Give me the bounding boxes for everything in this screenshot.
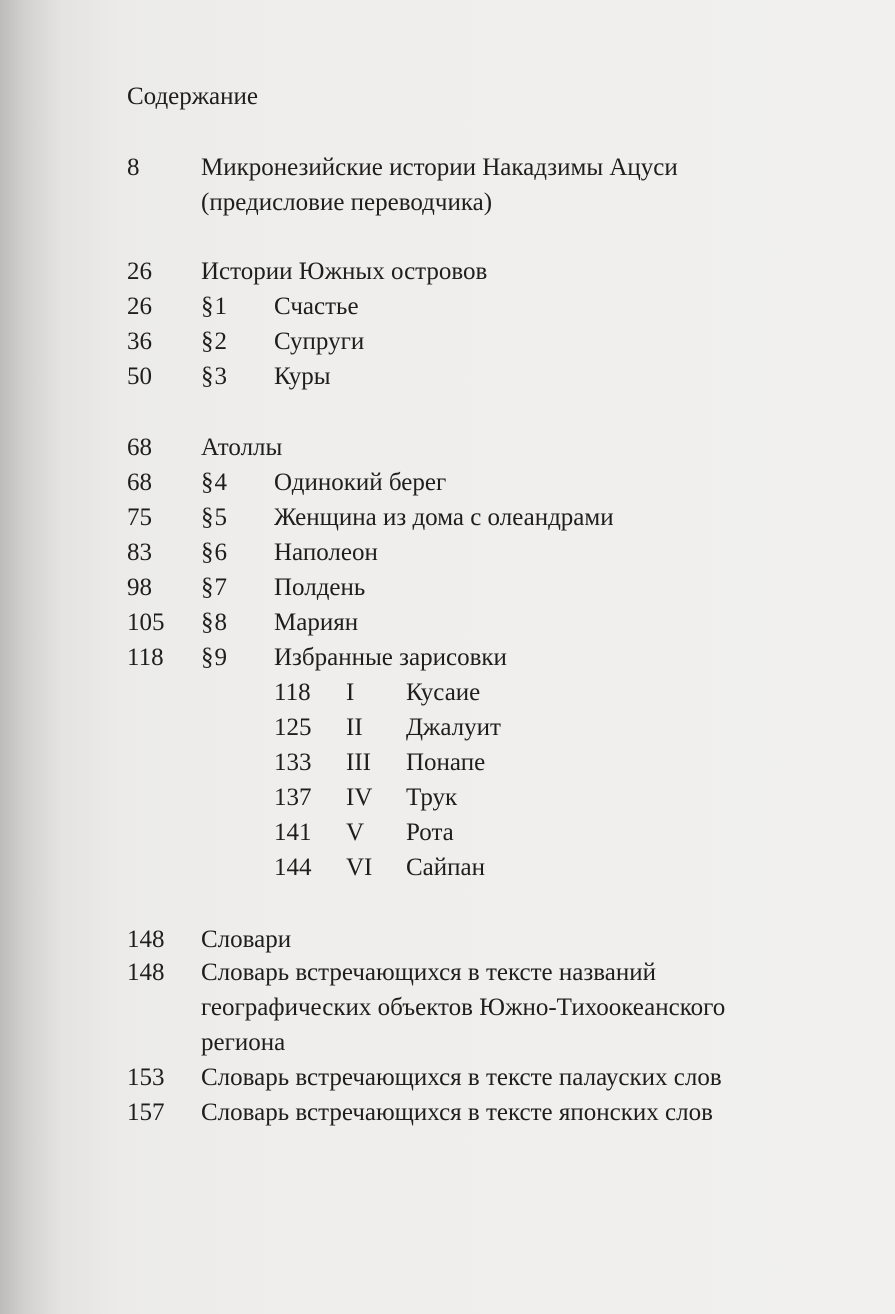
section-title: Женщина из дома с олеандрами bbox=[274, 504, 614, 531]
toc-section-entry[interactable] bbox=[0, 573, 895, 608]
section-title: Куры bbox=[274, 363, 331, 390]
entry-page-number: 148 bbox=[127, 959, 165, 986]
section-title: Супруги bbox=[274, 328, 365, 355]
toc-entry-palau-dictionary[interactable] bbox=[0, 1063, 895, 1098]
section-number: §6 bbox=[201, 539, 228, 566]
toc-part-heading[interactable] bbox=[0, 925, 895, 960]
page-title: Содержание bbox=[127, 83, 258, 110]
entry-page-number: 36 bbox=[127, 328, 152, 355]
toc-entry-continuation bbox=[0, 1028, 895, 1063]
toc-subsection-entry[interactable] bbox=[0, 853, 895, 888]
subsection-title: Джалуит bbox=[406, 714, 501, 741]
section-number: §4 bbox=[201, 469, 228, 496]
entry-page-number: 157 bbox=[127, 1099, 165, 1126]
toc-subsection-entry[interactable] bbox=[0, 678, 895, 713]
entry-title: Микронезийские истории Накадзимы Ацуси bbox=[201, 154, 678, 181]
toc-section-entry[interactable] bbox=[0, 362, 895, 397]
subsection-page-number: 137 bbox=[274, 784, 312, 811]
toc-section-entry[interactable] bbox=[0, 292, 895, 327]
subsection-title: Сайпан bbox=[406, 854, 486, 881]
toc-section-entry[interactable] bbox=[0, 538, 895, 573]
entry-page-number: 8 bbox=[127, 154, 140, 181]
toc-entry-continuation bbox=[0, 993, 895, 1028]
toc-section-entry[interactable] bbox=[0, 327, 895, 362]
section-number: §7 bbox=[201, 574, 228, 601]
subsection-page-number: 118 bbox=[274, 679, 311, 706]
part-title: Истории Южных островов bbox=[201, 258, 488, 285]
toc-subsection-entry[interactable] bbox=[0, 783, 895, 818]
subsection-title: Кусаие bbox=[406, 679, 481, 706]
section-title: Полдень bbox=[274, 574, 366, 601]
subsection-title: Рота bbox=[406, 819, 454, 846]
subsection-roman-numeral: IV bbox=[346, 784, 373, 811]
entry-page-number: 68 bbox=[127, 469, 152, 496]
subsection-roman-numeral: VI bbox=[346, 854, 373, 881]
entry-title: Словарь встречающихся в тексте японских слов bbox=[201, 1099, 713, 1126]
section-title: Мариян bbox=[274, 609, 359, 636]
toc-section-entry[interactable] bbox=[0, 503, 895, 538]
entry-page-number: 118 bbox=[127, 644, 164, 671]
entry-title: Словарь встречающихся в тексте палауских слов bbox=[201, 1064, 722, 1091]
part-title: Словари bbox=[201, 926, 292, 953]
section-title: Избранные зарисовки bbox=[274, 644, 507, 671]
entry-title: Словарь встречающихся в тексте названий bbox=[201, 959, 656, 986]
entry-page-number: 68 bbox=[127, 434, 152, 461]
section-title: Счастье bbox=[274, 293, 359, 320]
toc-entry-preface-continuation bbox=[0, 188, 895, 223]
toc-section-entry[interactable] bbox=[0, 643, 895, 678]
toc-entry-japanese-dictionary[interactable] bbox=[0, 1098, 895, 1133]
section-title: Одинокий берег bbox=[274, 469, 447, 496]
entry-title-continuation: (предисловие переводчика) bbox=[201, 189, 493, 216]
entry-page-number: 26 bbox=[127, 258, 152, 285]
section-number: §1 bbox=[201, 293, 228, 320]
toc-subsection-entry[interactable] bbox=[0, 713, 895, 748]
section-number: §3 bbox=[201, 363, 228, 390]
subsection-page-number: 144 bbox=[274, 854, 312, 881]
toc-entry-geo-dictionary[interactable] bbox=[0, 958, 895, 993]
section-number: §9 bbox=[201, 644, 228, 671]
section-number: §8 bbox=[201, 609, 228, 636]
subsection-title: Понапе bbox=[406, 749, 486, 776]
entry-page-number: 83 bbox=[127, 539, 152, 566]
subsection-roman-numeral: V bbox=[346, 819, 365, 846]
entry-title-continuation: географических объектов Южно-Тихоокеанского bbox=[201, 994, 726, 1021]
subsection-roman-numeral: III bbox=[346, 749, 371, 776]
entry-page-number: 98 bbox=[127, 574, 152, 601]
section-title: Наполеон bbox=[274, 539, 378, 566]
entry-page-number: 50 bbox=[127, 363, 152, 390]
entry-title-continuation: региона bbox=[201, 1029, 286, 1056]
section-number: §5 bbox=[201, 504, 228, 531]
entry-page-number: 153 bbox=[127, 1064, 165, 1091]
entry-page-number: 148 bbox=[127, 926, 165, 953]
entry-page-number: 105 bbox=[127, 609, 165, 636]
toc-section-entry[interactable] bbox=[0, 468, 895, 503]
part-title: Атоллы bbox=[201, 434, 283, 461]
subsection-roman-numeral: I bbox=[346, 679, 355, 706]
toc-subsection-entry[interactable] bbox=[0, 818, 895, 853]
subsection-page-number: 133 bbox=[274, 749, 312, 776]
subsection-page-number: 141 bbox=[274, 819, 312, 846]
subsection-title: Трук bbox=[406, 784, 458, 811]
toc-section-entry[interactable] bbox=[0, 608, 895, 643]
toc-subsection-entry[interactable] bbox=[0, 748, 895, 783]
toc-part-heading[interactable] bbox=[0, 433, 895, 468]
toc-entry-preface[interactable] bbox=[0, 153, 895, 188]
subsection-page-number: 125 bbox=[274, 714, 312, 741]
entry-page-number: 75 bbox=[127, 504, 152, 531]
subsection-roman-numeral: II bbox=[346, 714, 363, 741]
entry-page-number: 26 bbox=[127, 293, 152, 320]
toc-part-heading[interactable] bbox=[0, 257, 895, 292]
section-number: §2 bbox=[201, 328, 228, 355]
